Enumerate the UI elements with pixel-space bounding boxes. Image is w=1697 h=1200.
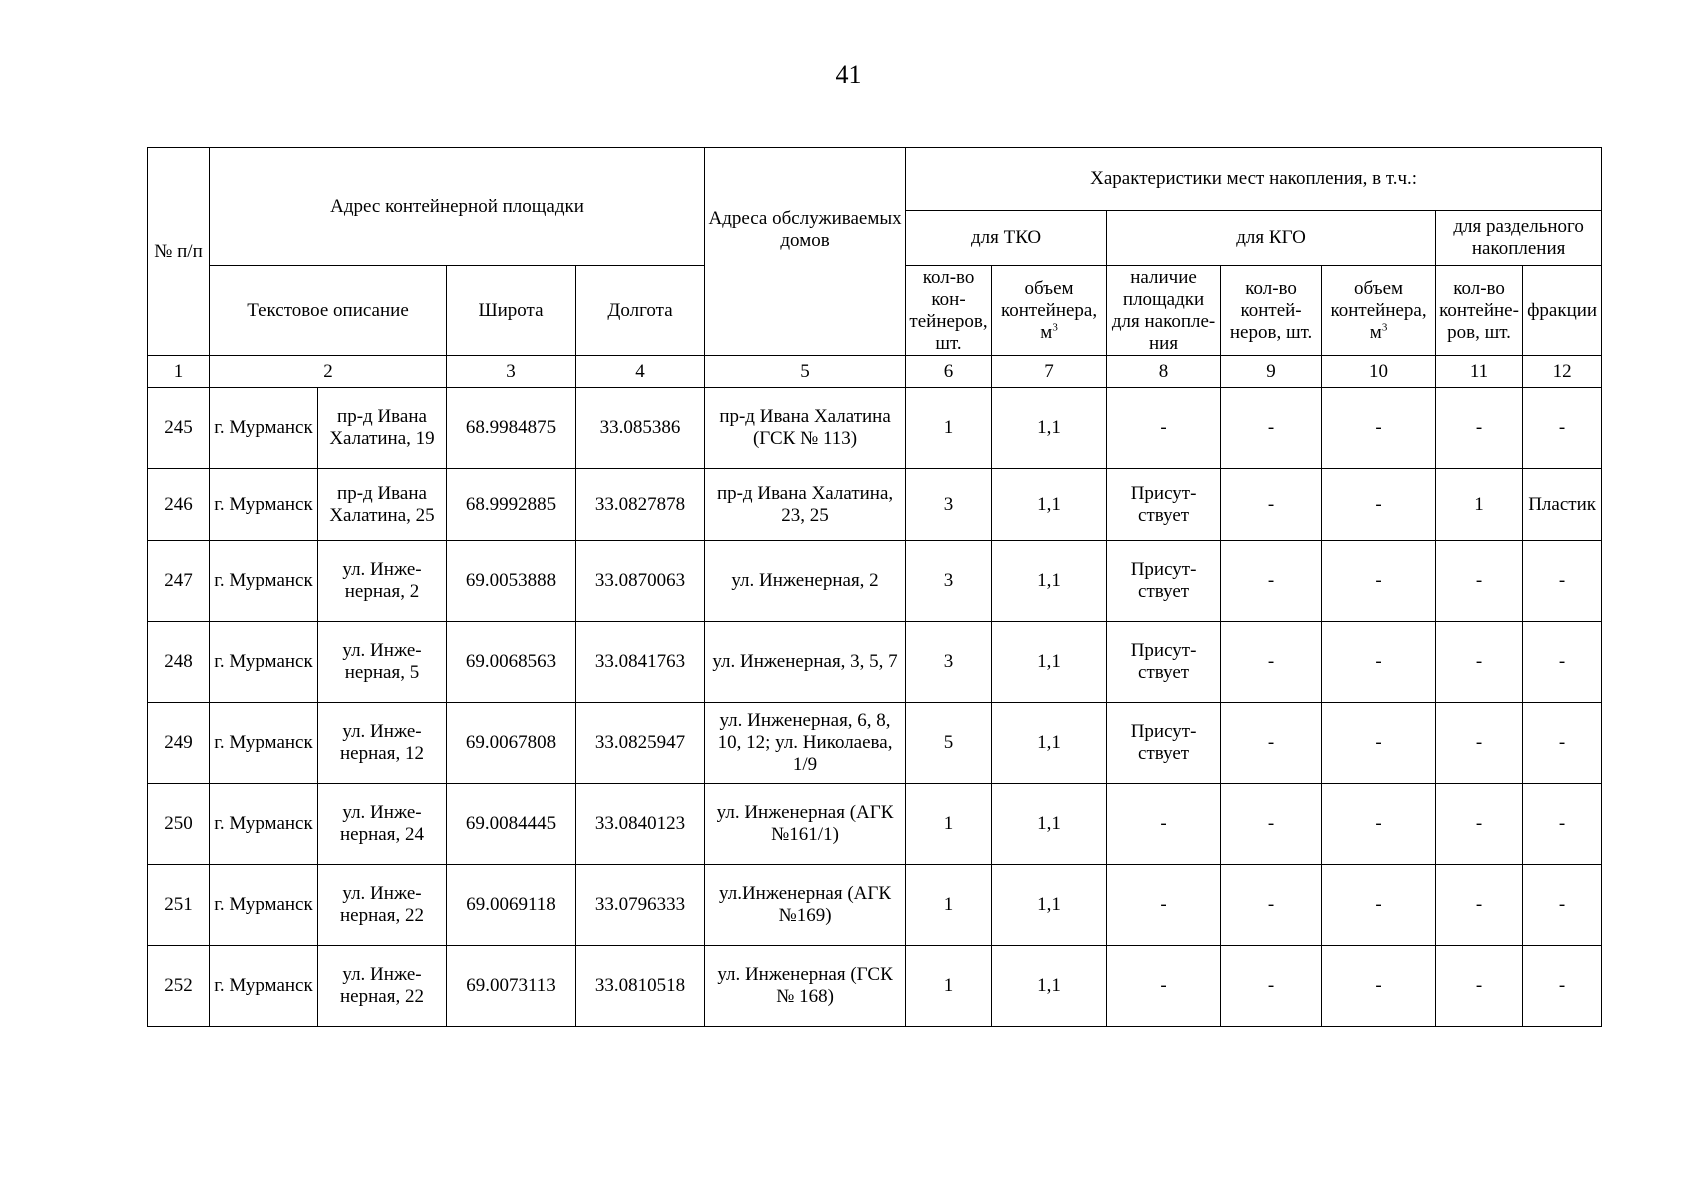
row-houses: ул.Инженерная (АГК №169) (705, 865, 906, 946)
table-row (148, 784, 1602, 865)
row-kgo-presence: - (1107, 946, 1221, 1027)
row-kgo-count: - (1221, 784, 1322, 865)
row-tko-count: 3 (906, 622, 992, 703)
row-street: ул. Инженерная, 2 (318, 541, 447, 622)
row-sep-count: - (1436, 541, 1523, 622)
row-tko-count: 1 (906, 865, 992, 946)
row-latitude: 69.0067808 (447, 703, 576, 784)
row-sep-count: - (1436, 703, 1523, 784)
column-number: 9 (1221, 356, 1322, 388)
row-latitude: 68.9984875 (447, 388, 576, 469)
row-tko-volume: 1,1 (992, 622, 1107, 703)
row-longitude: 33.085386 (576, 388, 705, 469)
row-sep-fractions: - (1523, 865, 1602, 946)
row-houses: пр-д Ивана Халатина, 23, 25 (705, 469, 906, 541)
row-latitude: 69.0073113 (447, 946, 576, 1027)
header-tko-volume: объем контейнера, $м^3$ (992, 266, 1107, 356)
row-tko-volume: 1,1 (992, 388, 1107, 469)
row-longitude: 33.0840123 (576, 784, 705, 865)
column-numbers-row (148, 356, 1602, 388)
row-latitude: 69.0053888 (447, 541, 576, 622)
row-sep-fractions: - (1523, 388, 1602, 469)
row-kgo-presence: - (1107, 865, 1221, 946)
header-text-desc: Текстовое описание (210, 266, 447, 356)
row-sep-count: - (1436, 388, 1523, 469)
row-tko-volume: 1,1 (992, 865, 1107, 946)
row-kgo-presence: - (1107, 784, 1221, 865)
row-kgo-presence: Присутствует (1107, 541, 1221, 622)
column-number: 3 (447, 356, 576, 388)
row-num: 249 (148, 703, 210, 784)
row-num: 247 (148, 541, 210, 622)
row-houses: ул. Инженерная, 6, 8, 10, 12; ул. Николаева, 1/9 (705, 703, 906, 784)
row-city: г. Мурманск (210, 865, 318, 946)
row-num: 246 (148, 469, 210, 541)
row-longitude: 33.0810518 (576, 946, 705, 1027)
row-sep-count: - (1436, 784, 1523, 865)
row-street: ул. Инженерная, 22 (318, 946, 447, 1027)
row-kgo-count: - (1221, 865, 1322, 946)
header-address-group: Адрес контейнерной площадки (210, 148, 705, 266)
table-body (148, 388, 1602, 1027)
table-row (148, 622, 1602, 703)
header-characteristics: Характеристики мест накопления, в т.ч.: (906, 148, 1602, 211)
column-number: 2 (210, 356, 447, 388)
column-number: 7 (992, 356, 1107, 388)
column-number: 1 (148, 356, 210, 388)
row-num: 248 (148, 622, 210, 703)
row-kgo-volume: - (1322, 946, 1436, 1027)
row-sep-fractions: - (1523, 946, 1602, 1027)
header-served-houses: Адреса обслуживаемых домов (705, 148, 906, 356)
header-tko: для ТКО (906, 211, 1107, 266)
row-houses: ул. Инженерная, 3, 5, 7 (705, 622, 906, 703)
row-street: пр-д Ивана Халатина, 19 (318, 388, 447, 469)
header-kgo: для КГО (1107, 211, 1436, 266)
row-tko-count: 5 (906, 703, 992, 784)
header-num: № п/п (148, 148, 210, 356)
row-street: пр-д Ивана Халатина, 25 (318, 469, 447, 541)
row-num: 245 (148, 388, 210, 469)
row-city: г. Мурманск (210, 541, 318, 622)
row-kgo-count: - (1221, 388, 1322, 469)
row-kgo-volume: - (1322, 469, 1436, 541)
row-city: г. Мурманск (210, 388, 318, 469)
row-sep-fractions: - (1523, 784, 1602, 865)
table-row (148, 865, 1602, 946)
header-sep-fractions: фракции (1523, 266, 1602, 356)
row-houses: ул. Инженерная (ГСК № 168) (705, 946, 906, 1027)
row-tko-count: 3 (906, 469, 992, 541)
row-num: 252 (148, 946, 210, 1027)
row-sep-count: - (1436, 865, 1523, 946)
header-latitude: Широта (447, 266, 576, 356)
row-city: г. Мурманск (210, 469, 318, 541)
row-kgo-presence: Присутствует (1107, 622, 1221, 703)
header-kgo-presence: наличие площадки для накопления (1107, 266, 1221, 356)
row-num: 250 (148, 784, 210, 865)
row-kgo-volume: - (1322, 388, 1436, 469)
header-tko-count: кол-во контейнеров, шт. (906, 266, 992, 356)
header-longitude: Долгота (576, 266, 705, 356)
row-kgo-count: - (1221, 622, 1322, 703)
header-sep-count: кол-во контейнеров, шт. (1436, 266, 1523, 356)
header-kgo-count: кол-во контейнеров, шт. (1221, 266, 1322, 356)
row-kgo-volume: - (1322, 541, 1436, 622)
row-kgo-presence: Присутствует (1107, 703, 1221, 784)
row-longitude: 33.0825947 (576, 703, 705, 784)
row-street: ул. Инженерная, 12 (318, 703, 447, 784)
row-kgo-count: - (1221, 703, 1322, 784)
row-street: ул. Инженерная, 22 (318, 865, 447, 946)
row-latitude: 69.0084445 (447, 784, 576, 865)
page-number: 41 (835, 60, 862, 89)
table-row (148, 946, 1602, 1027)
row-latitude: 69.0069118 (447, 865, 576, 946)
row-kgo-count: - (1221, 946, 1322, 1027)
column-number: 12 (1523, 356, 1602, 388)
column-number: 5 (705, 356, 906, 388)
row-longitude: 33.0796333 (576, 865, 705, 946)
row-kgo-count: - (1221, 469, 1322, 541)
row-sep-fractions: - (1523, 703, 1602, 784)
row-longitude: 33.0827878 (576, 469, 705, 541)
column-number: 11 (1436, 356, 1523, 388)
table-row (148, 469, 1602, 541)
row-kgo-presence: Присутствует (1107, 469, 1221, 541)
row-sep-fractions: - (1523, 541, 1602, 622)
row-city: г. Мурманск (210, 622, 318, 703)
row-tko-volume: 1,1 (992, 946, 1107, 1027)
column-number: 8 (1107, 356, 1221, 388)
row-sep-count: - (1436, 946, 1523, 1027)
row-tko-count: 3 (906, 541, 992, 622)
row-latitude: 68.9992885 (447, 469, 576, 541)
header-kgo-volume: объем контейнера, $м^3$ (1322, 266, 1436, 356)
row-kgo-count: - (1221, 541, 1322, 622)
row-houses: пр-д Ивана Халатина (ГСК № 113) (705, 388, 906, 469)
header-separate: для раздельного накопления (1436, 211, 1602, 266)
row-tko-volume: 1,1 (992, 784, 1107, 865)
row-city: г. Мурманск (210, 784, 318, 865)
row-tko-volume: 1,1 (992, 703, 1107, 784)
row-tko-volume: 1,1 (992, 469, 1107, 541)
table-row (148, 388, 1602, 469)
row-kgo-presence: - (1107, 388, 1221, 469)
table-row (148, 541, 1602, 622)
container-sites-table (147, 147, 1602, 1027)
row-sep-fractions: Пластик (1523, 469, 1602, 541)
row-sep-count: - (1436, 622, 1523, 703)
row-latitude: 69.0068563 (447, 622, 576, 703)
row-tko-volume: 1,1 (992, 541, 1107, 622)
row-longitude: 33.0841763 (576, 622, 705, 703)
row-tko-count: 1 (906, 784, 992, 865)
row-city: г. Мурманск (210, 703, 318, 784)
table-row (148, 703, 1602, 784)
column-number: 10 (1322, 356, 1436, 388)
column-number: 4 (576, 356, 705, 388)
row-tko-count: 1 (906, 946, 992, 1027)
row-kgo-volume: - (1322, 703, 1436, 784)
column-number: 6 (906, 356, 992, 388)
row-city: г. Мурманск (210, 946, 318, 1027)
row-houses: ул. Инженерная (АГК №161/1) (705, 784, 906, 865)
row-sep-count: 1 (1436, 469, 1523, 541)
row-kgo-volume: - (1322, 784, 1436, 865)
row-kgo-volume: - (1322, 622, 1436, 703)
row-houses: ул. Инженерная, 2 (705, 541, 906, 622)
row-street: ул. Инженерная, 5 (318, 622, 447, 703)
row-sep-fractions: - (1523, 622, 1602, 703)
row-street: ул. Инженерная, 24 (318, 784, 447, 865)
row-kgo-volume: - (1322, 865, 1436, 946)
row-longitude: 33.0870063 (576, 541, 705, 622)
row-num: 251 (148, 865, 210, 946)
row-tko-count: 1 (906, 388, 992, 469)
